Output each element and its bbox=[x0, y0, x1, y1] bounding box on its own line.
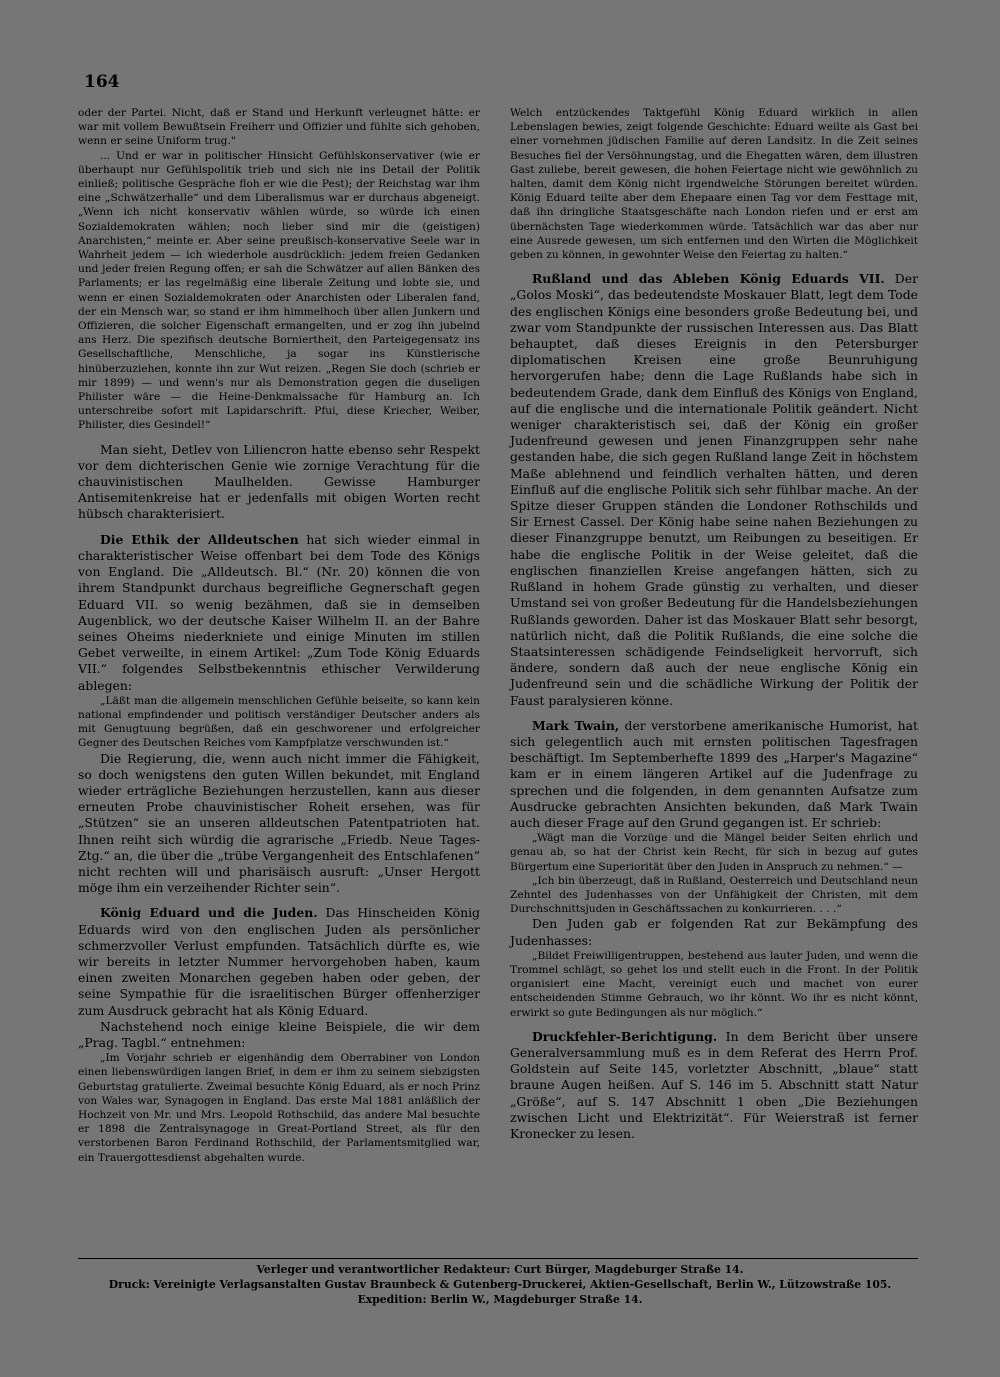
imprint-printer: Druck: Vereinigte Verlagsanstalten Gustav Braunbeck & Gutenberg-Druckerei, Aktien-Gesellschaft, Berlin W., Lützowstraße 105. bbox=[108, 1278, 892, 1291]
quote: „Im Vorjahr schrieb er eigenhändig dem Oberrabiner von London einen liebenswürdigen langen Brief, in dem er ihm zu seinem siebzigsten Geburtstag gratulierte. Zweimal besuchte König Eduard, als er noch Prinz von Wales war, Synagogen in England. Das erste Mal 1881 anläßlich der Hochzeit von Mr. und Mrs. Leopold Rothschild, das andere Mal besuchte er 1898 die Zentralsynagoge in Great-Portland Street, als für den verstorbenen Baron Ferdinand Rothschild, der Parlamentsmitglied war, ein Trauergottesdienst abgehalten wurde. bbox=[78, 1052, 480, 1164]
paragraph: Den Juden gab er folgenden Rat zur Bekämpfung des Judenhasses: bbox=[510, 916, 918, 948]
imprint-publisher: Verleger und verantwortlicher Redakteur: Curt Bürger, Magdeburger Straße 14. bbox=[256, 1263, 744, 1276]
paragraph: Nachstehend noch einige kleine Beispiele, die wir dem „Prag. Tagbl.“ entnehmen: bbox=[78, 1018, 480, 1050]
article-druckfehler bbox=[510, 1029, 918, 1142]
quote: Welch entzückendes Taktgefühl König Eduard wirklich in allen Lebenslagen bewies, zeigt folgende Geschichte: Eduard weilte als Gast bei einer vornehmen jüdischen Familie auf deren Landsitz. In die Zeit seines Besuches fiel der Versöhnungstag, und die Ehegatten wären, dem illustren Gast zuliebe, bereit gewesen, die hohen Feiertage nicht wie gewöhnlich zu halten, damit dem König nicht irgendwelche Störungen bereitet würden. König Eduard teilte aber dem Ehepaare einen Tag vor dem Festtage mit, daß ihn dringliche Staatsgeschäfte nach London riefen und er erst am übernächsten Tage wiederkommen würde. Tatsächlich war das aber nur eine Ausrede gewesen, um sich entfernen und den Wirten die Möglichkeit geben zu können, in gewohnter Weise den Feiertag zu halten.“ bbox=[510, 107, 918, 262]
article-text: Der „Golos Moski“, das bedeutendste Moskauer Blatt, legt dem Tode des englischen Königs eine besonders große Bedeutung bei, und zwar vom Standpunkte der russischen Interessen aus. Das Blatt behauptet, daß dieses Ereignis in den Petersburger diplomatischen Kreisen eine große Beunruhigung hervorgerufen habe; denn die Lage Rußlands habe sich in bedeutendem Grade, dank dem Einfluß des Königs von England, auf die englische und die internationale Politik geändert. Nicht weniger charakteristisch sei, daß der König ein großer Judenfreund gewesen und jenen Finanzgruppen sehr nahe gestanden habe, die sich gegen Rußland lange Zeit in höchstem Maße ablehnend und feindlich verhalten hätten, und deren Einfluß auf die englische Politik sich sehr fühlbar mache. An der Spitze dieser Gruppen ständen die Londoner Rothschilds und Sir Ernest Cassel. Der König habe seine nahen Beziehungen zu dieser Finanzgruppe benutzt, um Reibungen zu beseitigen. Er habe die englische Politik in der Weise geleitet, daß die englischen finanziellen Kreise angefangen hätten, sich zu Rußland in hohem Grade günstig zu verhalten, und dieser Umstand sei von großer Bedeutung für die Handelsbeziehungen Rußlands geworden. Daher ist das Moskauer Blatt sehr besorgt, natürlich nicht, daß die Politik Rußlands, die eine solche die Staatsinteressen schädigende Feindseligkeit hervorruft, sich ändere, sondern daß auch der neue englische König ein Judenfreund sein und die schädliche Wirkung der Politik der Faust paralysieren könne. bbox=[510, 271, 918, 708]
imprint-footer bbox=[60, 1262, 940, 1307]
article-mark-twain bbox=[510, 718, 918, 831]
article-text: hat sich wieder einmal in charakteristischer Weise offenbart bei dem Tode des Königs von England. Die „Alldeutsch. Bl.“ (Nr. 20) können die von ihrem Standpunkt durchaus begreifliche Gegnerschaft gegen Eduard VII. so wenig bezähmen, daß sie in demselben Augenblick, wo der deutsche Kaiser Wilhelm II. an der Bahre seines Oheims niederkniete und einige Minuten im stillen Gebet verweilte, in einem Artikel: „Zum Tode König Eduards VII.“ folgendes Selbstbekenntnis ethischer Verwilderung ablegen: bbox=[78, 531, 480, 693]
paragraph: Man sieht, Detlev von Liliencron hatte ebenso sehr Respekt vor dem dichterischen Genie wie zornige Verachtung für die chauvinistischen Maulhelden. Gewisse Hamburger Antisemitenkreise hat er jedenfalls mit obigen Worten recht hübsch charakterisiert. bbox=[78, 441, 480, 522]
paragraph: Die Regierung, die, wenn auch nicht immer die Fähigkeit, so doch wenigstens den guten Willen bekundet, mit England wieder erträgliche Beziehungen herzustellen, kann aus dieser erneuten Probe chauvinistischer Roheit ersehen, was für „Stützen“ sie an unseren alldeutschen Patentpatrioten hat. Ihnen reiht sich würdig die agrarische „Friedb. Neue Tages-Ztg.“ an, die über die „trübe Vergangenheit des Entschlafenen“ nicht rechten will und pharisäisch ausruft: „Unser Hergott möge ihm ein verzeihender Richter sein“. bbox=[78, 750, 480, 896]
footer-divider bbox=[78, 1258, 918, 1259]
article-ethik bbox=[78, 532, 480, 694]
article-heading: Druckfehler-Berichtigung. bbox=[532, 1028, 718, 1044]
article-heading: Die Ethik der Alldeutschen bbox=[100, 531, 299, 547]
page-number: 164 bbox=[84, 72, 120, 92]
quote: „Ich bin überzeugt, daß in Rußland, Oesterreich und Deutschland neun Zehntel des Judenhasses von der Unfähigkeit der Christen, mit dem Durchschnittsjuden in Geschäftssachen zu konkurrieren. . . .“ bbox=[510, 874, 918, 916]
quote: „Läßt man die allgemein menschlichen Gefühle beiseite, so kann kein national empfindender und politisch verständiger Deutscher anders als mit Genugtuung begrüßen, daß ein geschworener und erfolgreicher Gegner des Deutschen Reiches vom Kampfplatze verschwunden ist.“ bbox=[78, 694, 480, 750]
paragraph: ... Und er war in politischer Hinsicht Gefühlskonservativer (wie er überhaupt nur Gefühlspolitik trieb und sich nie ins Detail der Politik einließ; politische Gespräche floh er wie die Pest); der Reichstag war ihm eine „Schwätzerhalle“ und dem Liberalismus war er durchaus abgeneigt. „Wenn ich nicht konservativ wählen würde, so würde ich einen Sozialdemokraten wählen; noch lieber sind mir die (geistigen) Anarchisten,“ meinte er. Aber seine preußisch-konservative Seele war in Wahrheit jedem — ich wiederhole ausdrücklich: jedem freien Gedanken und jeder freien Regung offen; er sah die Schwätzer auf allen Bänken des Parlaments; er las regelmäßig eine liberale Zeitung und lobte sie, und wenn er einen Sozialdemokraten oder Anarchisten oder Liberalen fand, der ein Mensch war, so stand er ihm himmelhoch über allen Junkern und Offizieren, die solcher Eigenschaft ermangelten, und er zog ihn jubelnd ans Herz. Die spezifisch deutsche Borniertheit, den Parteigegensatz ins Gesellschaftliche, Menschliche, ja sogar ins Künstlerische hinüberzuziehen, konnte ihn zur Wut reizen. „Regen Sie doch (schrieb er mir 1899) — und wenn's nur als Demonstration gegen die duseligen Philister wäre — die Heine-Denkmalssache für Hamburg an. Ich unterschreibe sofort mit Lapidarschrift. Pfui, diese Kriecher, Weiber, Philister, dies Gesindel!“ bbox=[78, 149, 480, 432]
article-text: Das Hinscheiden König Eduards wird von den englischen Juden als persönlicher schmerzvoller Verlust empfunden. Tatsächlich dürfte es, wie wir bereits in letzter Nummer hervorgehoben haben, kaum einen zweiten Monarchen gegeben haben oder geben, der seine Sympathie für die israelitischen Bürger offenherziger zum Ausdruck gebracht hat als König Eduard. bbox=[78, 905, 480, 1018]
quote: „Bildet Freiwilligentruppen, bestehend aus lauter Juden, und wenn die Trommel schlägt, so gehet los und stellt euch in die Front. In der Politik organisiert eine Macht, vereinigt euch und machet von eurer entscheidenden Stimme Gebrauch, wo ihr könnt. Wo ihr es nicht könnt, erwirkt so gute Bedingungen als nur möglich.“ bbox=[510, 949, 918, 1019]
article-text: In dem Bericht über unsere Generalversammlung muß es in dem Referat des Herrn Prof. Goldstein auf Seite 145, vorletzter Abschnitt, „blaue“ statt braune Augen heißen. Auf S. 146 im 5. Abschnitt statt Natur „Größe“, auf S. 147 Abschnitt 1 oben „Die Beziehungen zwischen Licht und Elektrizität“. Für Weierstraß ist ferner Kronecker zu lesen. bbox=[510, 1028, 918, 1141]
paragraph: oder der Partei. Nicht, daß er Stand und Herkunft verleugnet hätte: er war mit vollem Bewußtsein Freiherr und Offizier und fühlte sich gehoben, wenn er seine Uniform trug." bbox=[78, 107, 480, 148]
left-column bbox=[78, 106, 480, 1165]
article-russland bbox=[510, 271, 918, 708]
article-text: der verstorbene amerikanische Humorist, hat sich gelegentlich auch mit ernsten politischen Tagesfragen beschäftigt. Im Septemberhefte 1899 des „Harper's Magazine“ kam er in einem längeren Artikel auf die Judenfrage zu sprechen und die folgenden, in dem genannten Aufsatze zum Ausdrucke gebrachten Ansichten bekunden, daß Mark Twain auch dieser Frage auf den Grund gegangen ist. Er schrieb: bbox=[510, 717, 918, 830]
right-column bbox=[510, 106, 918, 1142]
quote: „Wägt man die Vorzüge und die Mängel beider Seiten ehrlich und genau ab, so hat der Christ kein Recht, für sich in bezug auf gutes Bürgertum eine Superiorität über den Juden in Anspruch zu nehmen.“ — bbox=[510, 832, 918, 873]
imprint-expedition: Expedition: Berlin W., Magdeburger Straße 14. bbox=[357, 1293, 643, 1306]
article-eduard-juden bbox=[78, 905, 480, 1018]
article-heading: Mark Twain, bbox=[532, 717, 620, 733]
article-heading: König Eduard und die Juden. bbox=[100, 905, 318, 921]
article-heading: Rußland und das Ableben König Eduards VII. bbox=[532, 271, 885, 287]
